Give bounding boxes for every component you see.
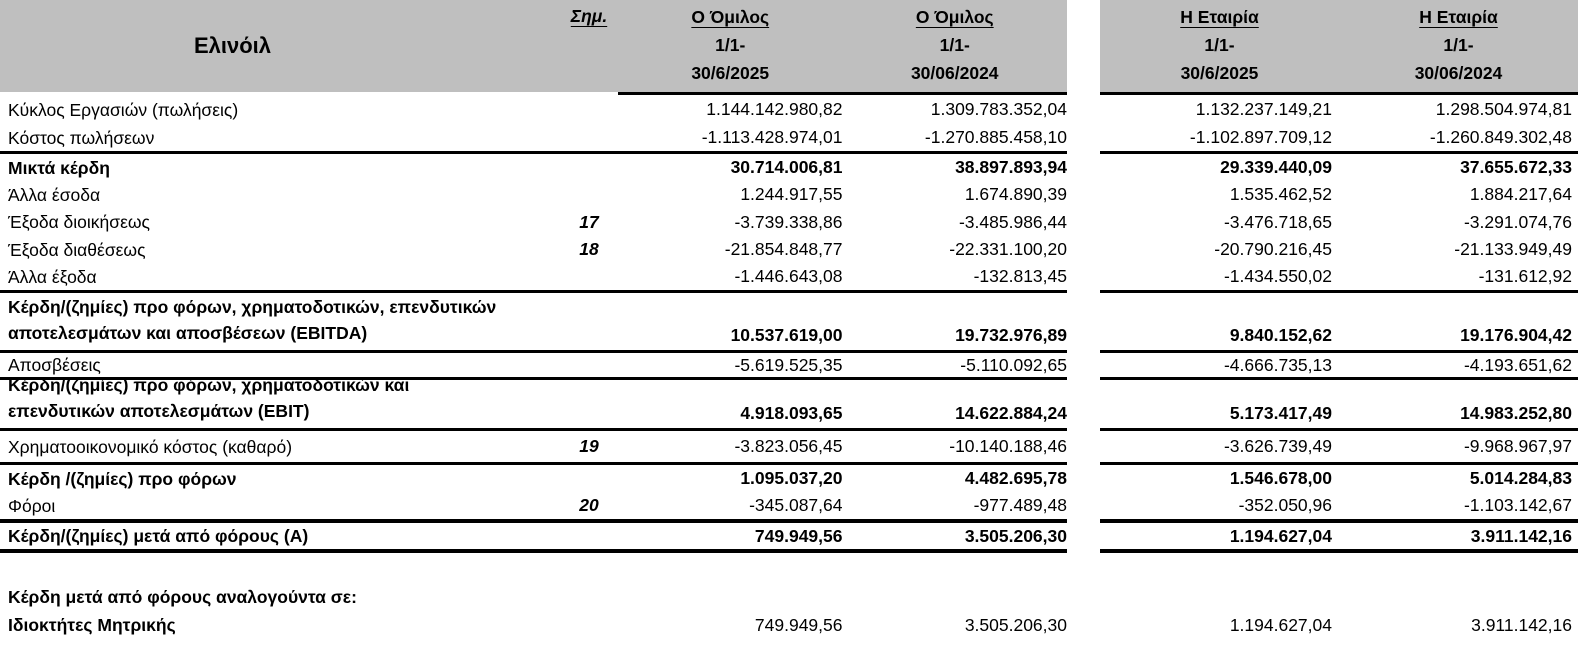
column-header-company-2024 <box>1339 0 1578 92</box>
cell-value: -5.110.092,65 <box>960 354 1067 375</box>
table-row-finance-cost <box>0 431 1578 465</box>
cell-value: -977.489,48 <box>973 495 1067 515</box>
cell-value: 1.309.783.352,04 <box>930 99 1067 119</box>
cell-value: 38.897.893,94 <box>955 157 1067 177</box>
group-column-headers <box>618 0 1067 95</box>
row-label: Έξοδα διαθέσεως <box>8 239 146 260</box>
cell-value: -22.331.100,20 <box>949 239 1067 259</box>
cell-value: 10.537.619,00 <box>730 325 843 345</box>
table-header <box>0 0 1578 95</box>
column-period-line2: 30/6/2025 <box>691 63 770 83</box>
note-ref: 20 <box>579 495 599 515</box>
cell-value: 5.173.417,49 <box>1229 403 1332 423</box>
column-period-line1: 1/1- <box>1204 35 1235 55</box>
table-row-ebitda <box>0 293 1578 353</box>
cell-value: 3.505.206,30 <box>964 525 1067 546</box>
column-group-label: Ο Όμιλος <box>691 7 770 27</box>
cell-value: 14.983.252,80 <box>1460 403 1572 423</box>
cell-value: 1.298.504.974,81 <box>1435 99 1572 119</box>
column-period-line1: 1/1- <box>939 35 970 55</box>
table-row-other-expenses <box>0 263 1578 293</box>
column-group-label: Ο Όμιλος <box>915 7 994 27</box>
cell-value: -1.260.849.302,48 <box>1429 127 1572 147</box>
cell-value: 1.194.627,04 <box>1229 614 1332 635</box>
column-header-group-2024 <box>843 0 1068 92</box>
cell-value: -1.113.428.974,01 <box>701 127 843 147</box>
cell-value: 1.244.917,55 <box>740 184 843 204</box>
cell-value: 3.505.206,30 <box>964 614 1067 635</box>
row-label: Άλλα έσοδα <box>8 184 101 205</box>
row-label: Έξοδα διοικήσεως <box>8 212 150 232</box>
table-row-profit-before-tax <box>0 465 1578 492</box>
header-company-area <box>0 0 618 92</box>
cell-value: -132.813,45 <box>973 266 1067 286</box>
table-row-profit-after-tax <box>0 523 1578 553</box>
cell-value: -352.050,96 <box>1238 495 1332 515</box>
cell-value: -1.102.897.709,12 <box>1189 127 1332 147</box>
table-row-attributable-heading <box>0 583 1578 611</box>
table-row-cost-of-sales <box>0 124 1578 154</box>
section-spacer <box>0 553 1578 583</box>
column-header-group-2025 <box>618 0 843 92</box>
table-row-admin-expenses <box>0 208 1578 236</box>
column-header-company-2025 <box>1100 0 1339 92</box>
cell-value: -1.270.885.458,10 <box>924 127 1067 147</box>
row-label: Φόροι <box>8 495 56 516</box>
table-row-taxes <box>0 492 1578 523</box>
cell-value: 1.095.037,20 <box>740 468 843 488</box>
cell-value: 19.176.904,42 <box>1460 325 1572 345</box>
cell-value: -3.739.338,86 <box>734 211 843 232</box>
cell-value: 1.132.237.149,21 <box>1195 99 1332 119</box>
column-period-line1: 1/1- <box>715 35 746 55</box>
row-label: Κέρδη/(ζημίες) προ φόρων, χρηματοδοτικών και επενδυτικών αποτελεσμάτων (EBIT) <box>8 375 410 421</box>
table-row-ebit <box>0 375 1578 431</box>
cell-value: 1.194.627,04 <box>1229 525 1332 546</box>
cell-value: 9.840.152,62 <box>1229 325 1332 345</box>
cell-value: -345.087,64 <box>749 495 843 515</box>
column-group-label: Η Εταιρία <box>1180 7 1259 27</box>
cell-value: 14.622.884,24 <box>955 403 1067 423</box>
row-label: Ιδιοκτήτες Μητρικής <box>8 615 176 635</box>
cell-value: -3.291.074,76 <box>1463 211 1572 232</box>
header-left-block <box>0 0 1067 95</box>
cell-value: 29.339.440,09 <box>1220 157 1332 177</box>
cell-value: 1.674.890,39 <box>964 184 1067 204</box>
column-period-line2: 30/6/2025 <box>1180 63 1259 83</box>
row-label: Αποσβέσεις <box>8 355 101 375</box>
cell-value: -131.612,92 <box>1478 266 1572 286</box>
cell-value: -3.485.986,44 <box>958 211 1067 232</box>
cell-value: 749.949,56 <box>754 614 843 635</box>
table-row-gross-profit <box>0 154 1578 181</box>
cell-value: -1.446.643,08 <box>734 266 843 286</box>
cell-value: -1.103.142,67 <box>1463 495 1572 515</box>
note-ref: 17 <box>579 211 599 232</box>
cell-value: 1.884.217,64 <box>1469 184 1572 204</box>
cell-value: -4.666.735,13 <box>1223 354 1332 375</box>
note-ref: 18 <box>579 239 599 259</box>
row-label: Κέρδη /(ζημίες) προ φόρων <box>8 468 237 489</box>
column-gap <box>1067 0 1100 95</box>
notes-column-header: Σημ. <box>570 6 608 26</box>
cell-value: 4.918.093,65 <box>740 403 843 423</box>
cell-value: -3.626.739,49 <box>1223 436 1332 456</box>
cell-value: -20.790.216,45 <box>1214 239 1332 259</box>
cell-value: 1.144.142.980,82 <box>706 99 843 119</box>
header-right-block <box>1100 0 1578 95</box>
cell-value: -10.140.188,46 <box>949 436 1067 456</box>
column-period-line1: 1/1- <box>1443 35 1474 55</box>
table-row-other-income <box>0 181 1578 208</box>
row-label: Άλλα έξοδα <box>8 266 97 287</box>
row-label: Κέρδη μετά από φόρους αναλογούντα σε: <box>8 587 357 607</box>
note-ref: 19 <box>579 436 599 456</box>
row-label: Μικτά κέρδη <box>8 157 110 178</box>
row-label: Κέρδη/(ζημίες) μετά από φόρους (Α) <box>8 526 309 546</box>
row-label: Κόστος πωλήσεων <box>8 127 155 148</box>
column-period-line2: 30/06/2024 <box>1414 63 1503 83</box>
company-name: Ελινόιλ <box>193 33 272 58</box>
cell-value: -21.133.949,49 <box>1454 239 1572 259</box>
table-row-owners-of-parent <box>0 611 1578 639</box>
cell-value: 3.911.142,16 <box>1471 614 1572 635</box>
row-label: Χρηματοοικονομικό κόστος (καθαρό) <box>8 436 293 457</box>
cell-value: -4.193.651,62 <box>1463 354 1572 375</box>
cell-value: -3.823.056,45 <box>734 436 843 456</box>
cell-value: -9.968.967,97 <box>1463 436 1572 456</box>
table-row-distribution-expenses <box>0 236 1578 263</box>
cell-value: 3.911.142,16 <box>1470 525 1572 546</box>
row-label: Κύκλος Εργασιών (πωλήσεις) <box>8 99 239 120</box>
cell-value: 749.949,56 <box>754 525 843 546</box>
cell-value: 30.714.006,81 <box>730 157 843 177</box>
cell-value: -21.854.848,77 <box>724 239 843 259</box>
table-row-revenue <box>0 95 1578 124</box>
row-label: Κέρδη/(ζημίες) προ φόρων, χρηματοδοτικών, επενδυτικών αποτελεσμάτων και αποσβέσεων (EBITDA) <box>8 297 497 343</box>
cell-value: -1.434.550,02 <box>1223 266 1332 286</box>
cell-value: 1.535.462,52 <box>1229 184 1332 204</box>
cell-value: 37.655.672,33 <box>1460 157 1572 177</box>
cell-value: 1.546.678,00 <box>1229 468 1332 488</box>
cell-value: -3.476.718,65 <box>1223 211 1332 232</box>
column-period-line2: 30/06/2024 <box>910 63 999 83</box>
column-group-label: Η Εταιρία <box>1419 7 1498 27</box>
cell-value: 19.732.976,89 <box>955 325 1067 345</box>
cell-value: 5.014.284,83 <box>1469 468 1572 488</box>
cell-value: -5.619.525,35 <box>734 354 843 375</box>
cell-value: 4.482.695,78 <box>964 468 1067 488</box>
